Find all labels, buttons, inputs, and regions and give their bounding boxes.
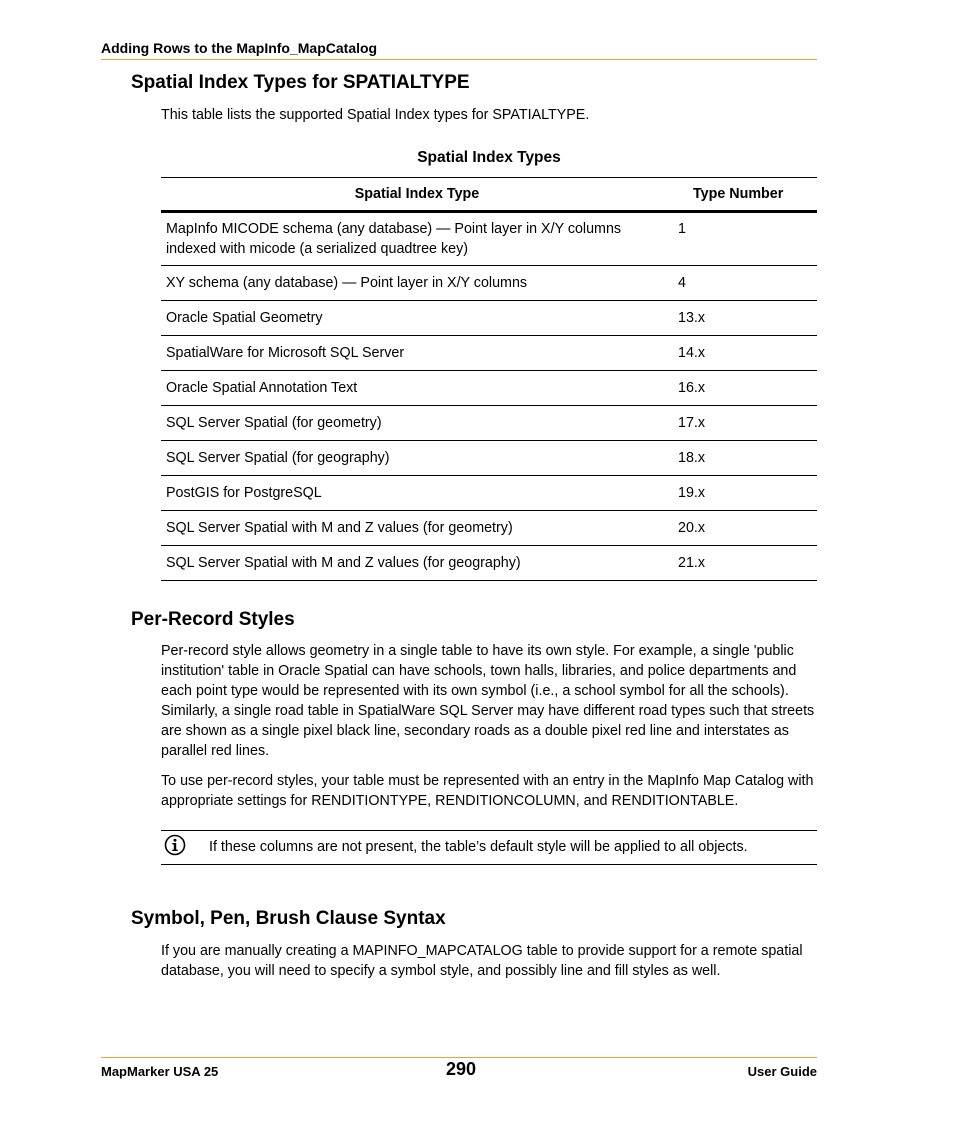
table-row: [161, 476, 817, 511]
cell-type: SQL Server Spatial (for geography): [161, 441, 673, 476]
section-heading-clause-syntax: Symbol, Pen, Brush Clause Syntax: [131, 908, 446, 929]
table-row: [161, 511, 817, 546]
cell-number: 21.x: [673, 546, 817, 581]
section-heading-per-record-styles: Per-Record Styles: [131, 609, 295, 630]
info-icon: [164, 834, 186, 856]
cell-type: Oracle Spatial Geometry: [161, 301, 673, 336]
cell-number: 1: [673, 212, 817, 266]
table-row: [161, 266, 817, 301]
cell-type: SQL Server Spatial with M and Z values (for geometry): [161, 511, 673, 546]
table-caption: Spatial Index Types: [417, 149, 561, 166]
cell-number: 13.x: [673, 301, 817, 336]
spatial-index-table: [161, 177, 817, 581]
cell-number: 17.x: [673, 406, 817, 441]
cell-number: 16.x: [673, 371, 817, 406]
note-box: [161, 830, 817, 865]
table-row: [161, 441, 817, 476]
footer-product: MapMarker USA 25: [101, 1064, 219, 1079]
footer-rule: [101, 1057, 817, 1058]
cell-number: 14.x: [673, 336, 817, 371]
cell-type: XY schema (any database) — Point layer in X/Y columns: [161, 266, 673, 301]
cell-type: SpatialWare for Microsoft SQL Server: [161, 336, 673, 371]
table-row: [161, 212, 817, 266]
section-heading-spatial-index: Spatial Index Types for SPATIALTYPE: [131, 72, 470, 93]
page-number: 290: [446, 1059, 477, 1079]
cell-number: 18.x: [673, 441, 817, 476]
running-header: Adding Rows to the MapInfo_MapCatalog: [101, 40, 378, 56]
per-record-paragraph-2: To use per-record styles, your table must be represented with an entry in the MapInfo Map Catalog with appropriate settings for RENDITIONTYPE, RENDITIONCOLUMN, and RENDITIONTABLE.: [161, 773, 814, 809]
cell-number: 20.x: [673, 511, 817, 546]
table-row: [161, 546, 817, 581]
column-header-number: Type Number: [673, 178, 817, 212]
table-row: [161, 406, 817, 441]
table-header-row: [161, 178, 817, 212]
footer-doc-title: User Guide: [747, 1064, 817, 1079]
cell-number: 4: [673, 266, 817, 301]
column-header-type: Spatial Index Type: [161, 178, 673, 212]
cell-type: PostGIS for PostgreSQL: [161, 476, 673, 511]
table-row: [161, 301, 817, 336]
per-record-paragraph-1: Per-record style allows geometry in a single table to have its own style. For example, a single 'public institution' table in Oracle Spatial can have schools, town halls, libraries, and police departments and each point type would be represented with its own symbol (i.e., a school symbol for all the schools). Similarly, a single road table in SpatialWare SQL Server may have different road types such that streets are shown as a single pixel black line, secondary roads as a double pixel red line and interstates as parallel red lines.: [161, 643, 815, 759]
header-rule: [101, 59, 817, 60]
cell-type: SQL Server Spatial with M and Z values (for geography): [161, 546, 673, 581]
table-row: [161, 336, 817, 371]
cell-type: SQL Server Spatial (for geometry): [161, 406, 673, 441]
cell-number: 19.x: [673, 476, 817, 511]
cell-type: Oracle Spatial Annotation Text: [161, 371, 673, 406]
clause-syntax-paragraph: If you are manually creating a MAPINFO_MAPCATALOG table to provide support for a remote spatial database, you will need to specify a symbol style, and possibly line and fill styles as well.: [161, 943, 803, 979]
note-text: If these columns are not present, the table’s default style will be applied to all objects.: [209, 839, 748, 855]
table-row: [161, 371, 817, 406]
intro-paragraph: This table lists the supported Spatial Index types for SPATIALTYPE.: [161, 107, 590, 123]
cell-type: MapInfo MICODE schema (any database) — Point layer in X/Y columns indexed with micode (a serialized quadtree key): [161, 212, 673, 266]
